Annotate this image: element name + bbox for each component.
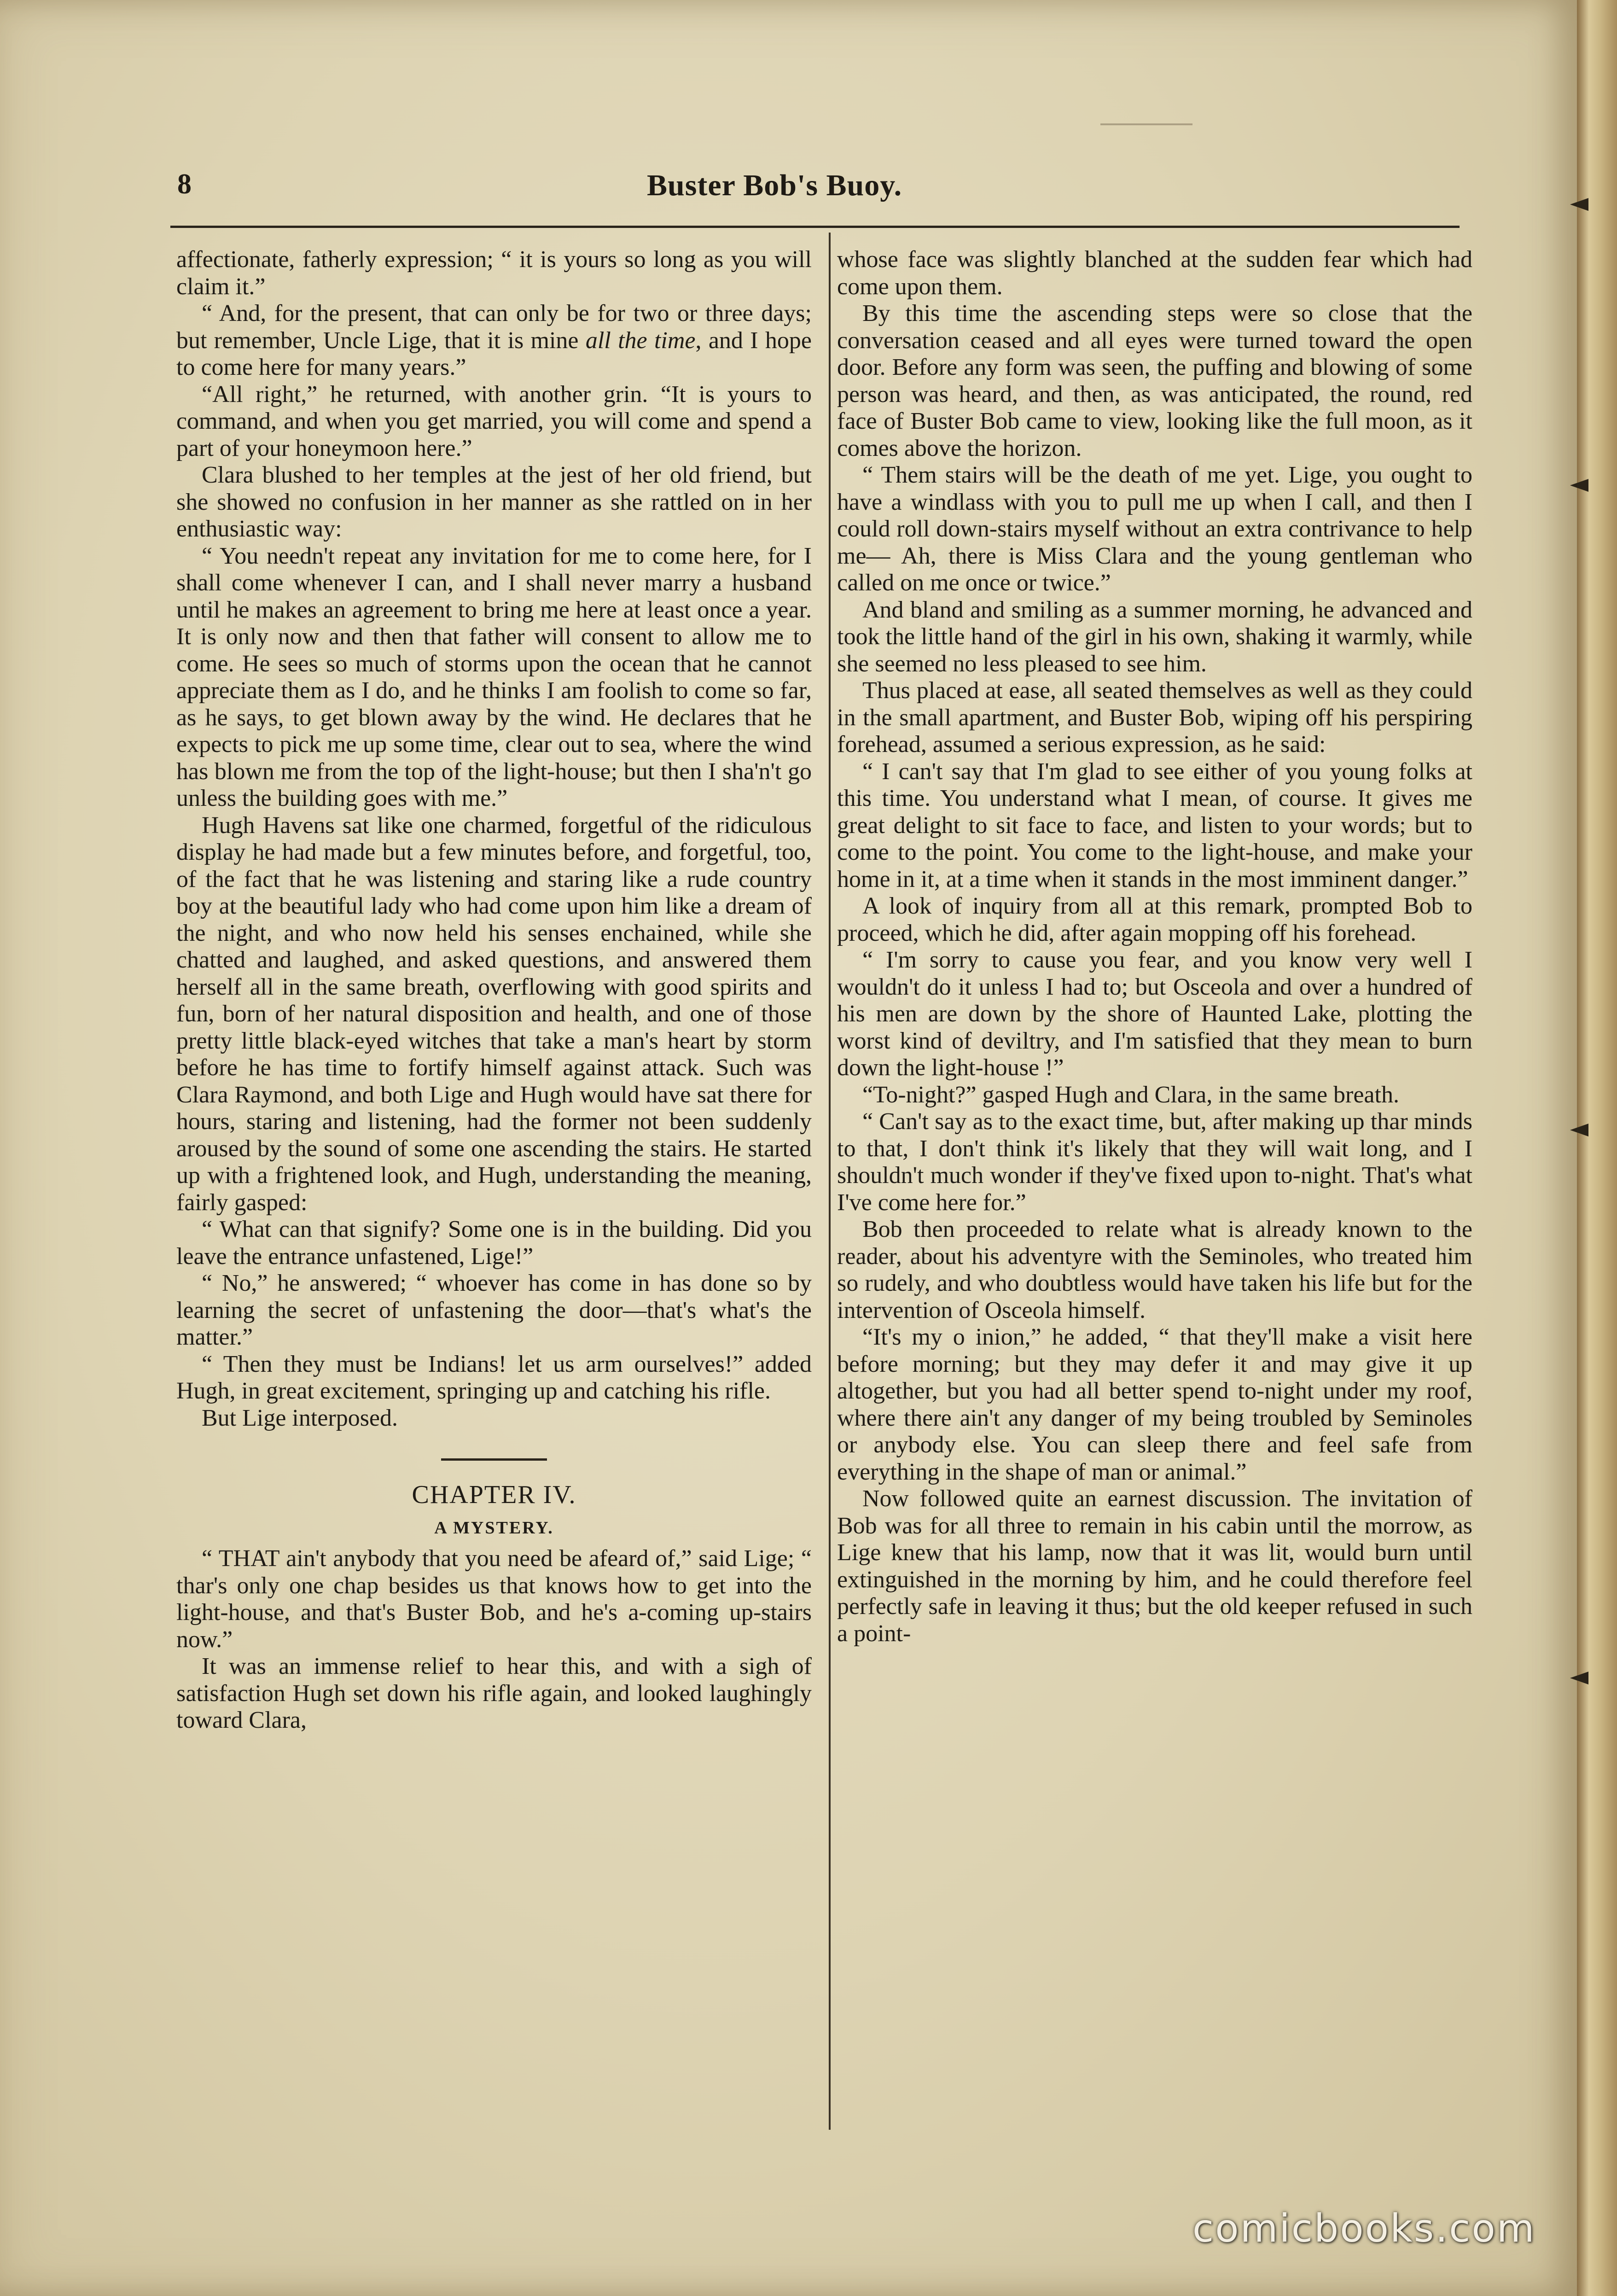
paragraph: Hugh Havens sat like one charmed, forgetful of the ridiculous display he had made but a few minutes before, and forgetful, too, of the fact that he was listening and staring like a rude country boy at the beautiful lady who had come upon him like a dream of the night, and who now held his senses enchained, while she chatted and laughed, and asked questions, and answered them herself all in the same breath, overflowing with good spirits and fun, born of her natural disposition and health, and one of those pretty little black-eyed witches that take a man's heart by storm before he has time to fortify himself against attack. Such was Clara Raymond, and both Lige and Hugh would have sat there for hours, staring and listening, had the former not been suddenly aroused by the sound of some one ascending the stairs. He started up with a frightened look, and Hugh, understanding the meaning, fairly gasped:: [176, 812, 812, 1216]
paragraph: “It's my o inion,” he added, “ that they'll make a visit here before morning; but they may defer it and may give it up altogether, but you had all better spend to-night under my roof, where there ain't any danger of my being troubled by Seminoles or anybody else. You can sleep there and feel safe from everything in the shape of man or animal.”: [837, 1324, 1472, 1485]
paragraph: “To-night?” gasped Hugh and Clara, in the same breath.: [862, 1081, 1399, 1108]
paragraph: “ What can that signify? Some one is in the building. Did you leave the entrance unfastened, Lige!”: [176, 1216, 812, 1270]
binding-staple-mark: [1570, 479, 1588, 492]
running-title: Buster Bob's Buoy.: [647, 169, 902, 202]
paragraph: whose face was slightly blanched at the sudden fear which had come upon them.: [837, 246, 1472, 300]
paragraph: “ I'm sorry to cause you fear, and you know very well I wouldn't do it unless I had to; but Osceola and over a hundred of his men are down by the shore of Haunted Lake, plotting the worst kind of deviltry, and I'm satisfied that they mean to burn down the light-house !”: [837, 947, 1472, 1081]
paragraph: But Lige interposed.: [202, 1404, 398, 1431]
paragraph: “ Can't say as to the exact time, but, after making up thar minds to that, I don't think it's likely that they will wait long, and I shouldn't much wonder if they've fixed upon to-night. That's what I've come here for.”: [837, 1108, 1472, 1216]
paragraph: By this time the ascending steps were so close that the conversation ceased and all eyes were turned toward the open door. Before any form was seen, the puffing and blowing of some person was heard, and then, as was anticipated, the round, red face of Buster Bob came to view, looking like the full moon, as it comes above the horizon.: [837, 300, 1472, 461]
paragraph: “All right,” he returned, with another grin. “It is yours to command, and when you get married, you will come and spend a part of your honeymoon here.”: [176, 381, 812, 461]
right-column: [837, 246, 1472, 2125]
paragraph: “ And, for the present, that can only be for two or three days; but remember, Uncle Lige, that it is mine all the time, and I hope to come here for many years.”: [176, 300, 812, 380]
paragraph: And bland and smiling as a summer morning, he advanced and took the little hand of the girl in his own, shaking it warmly, while she seemed no less pleased to see him.: [837, 596, 1472, 677]
paragraph: Now followed quite an earnest discussion. The invitation of Bob was for all three to remain in his cabin until the morrow, as Lige knew that his lamp, now that it was lit, would burn until extinguished in the morning by him, and he could therefore feel perfectly safe in leaving it thus; but the old keeper refused in such a point-: [837, 1486, 1472, 1647]
binding-staple-mark: [1570, 1672, 1588, 1684]
site-watermark: comicbooks.com: [1192, 2206, 1536, 2251]
paragraph: “ No,” he answered; “ whoever has come in has done so by learning the secret of unfastening the door—that's what's the matter.”: [176, 1270, 812, 1350]
binding-staple-mark: [1570, 198, 1588, 211]
paragraph: “ THAT ain't anybody that you need be afeard of,” said Lige; “ thar's only one chap besides us that knows how to get into the light-house, and that's Buster Bob, and he's a-coming up-stairs now.”: [176, 1545, 812, 1653]
paragraph: “ I can't say that I'm glad to see either of you young folks at this time. You understand what I mean, of course. It gives me great delight to sit face to face, and listen to your words; but to come to the point. You come to the light-house, and make your home in it, at a time when it stands in the most imminent danger.”: [837, 758, 1472, 892]
paper-wear-mark: [1100, 123, 1192, 125]
paragraph: “ You needn't repeat any invitation for me to come here, for I shall come whenever I can, and I shall never marry a husband until he makes an agreement to bring me here at least once a year. It is only now and then that father will consent to allow me to come. He sees so much of storms upon the ocean that he cannot appreciate them as I do, and he thinks I am foolish to come so far, as he says, to get blown away by the wind. He declares that he expects to pick me up some time, clear out to sea, where the wind has blown me from the top of the light-house; but then I sha'n't go unless the building goes with me.”: [176, 542, 812, 811]
page-number: 8: [177, 169, 192, 200]
chapter-title: CHAPTER IV.: [412, 1480, 576, 1509]
paragraph: Bob then proceeded to relate what is already known to the reader, about his adventyre with the Seminoles, who treated him so rudely, and who doubtless would have taken his life but for the intervention of Osceola himself.: [837, 1216, 1472, 1323]
left-column: [176, 246, 812, 2125]
paragraph: A look of inquiry from all at this remark, prompted Bob to proceed, which he did, after again mopping off his forehead.: [837, 893, 1472, 946]
paragraph: It was an immense relief to hear this, and with a sigh of satisfaction Hugh set down his rifle again, and looked laughingly toward Clara,: [176, 1653, 812, 1733]
column-divider: [829, 233, 831, 2130]
chapter-subtitle: A MYSTERY.: [434, 1518, 554, 1538]
chapter-rule: [441, 1458, 547, 1461]
header-rule: [170, 226, 1460, 228]
binding-staple-mark: [1570, 1124, 1588, 1136]
paragraph: Thus placed at ease, all seated themselves as well as they could in the small apartment, and Buster Bob, wiping off his perspiring forehead, assumed a serious expression, as he said:: [837, 677, 1472, 758]
paragraph: affectionate, fatherly expression; “ it is yours so long as you will claim it.”: [176, 246, 812, 300]
page-header: [168, 159, 1462, 219]
paragraph: “ Them stairs will be the death of me yet. Lige, you ought to have a windlass with you to pull me up when I call, and then I could roll down-stairs myself without an extra contrivance to help me— Ah, there is Miss Clara and the young gentleman who called on me once or twice.”: [837, 462, 1472, 596]
paragraph: “ Then they must be Indians! let us arm ourselves!” added Hugh, in great excitement, springing up and catching his rifle.: [176, 1351, 812, 1404]
paragraph: Clara blushed to her temples at the jest of her old friend, but she showed no confusion in her manner as she rattled on in her enthusiastic way:: [176, 462, 812, 542]
binding-edge: [1577, 0, 1617, 2296]
